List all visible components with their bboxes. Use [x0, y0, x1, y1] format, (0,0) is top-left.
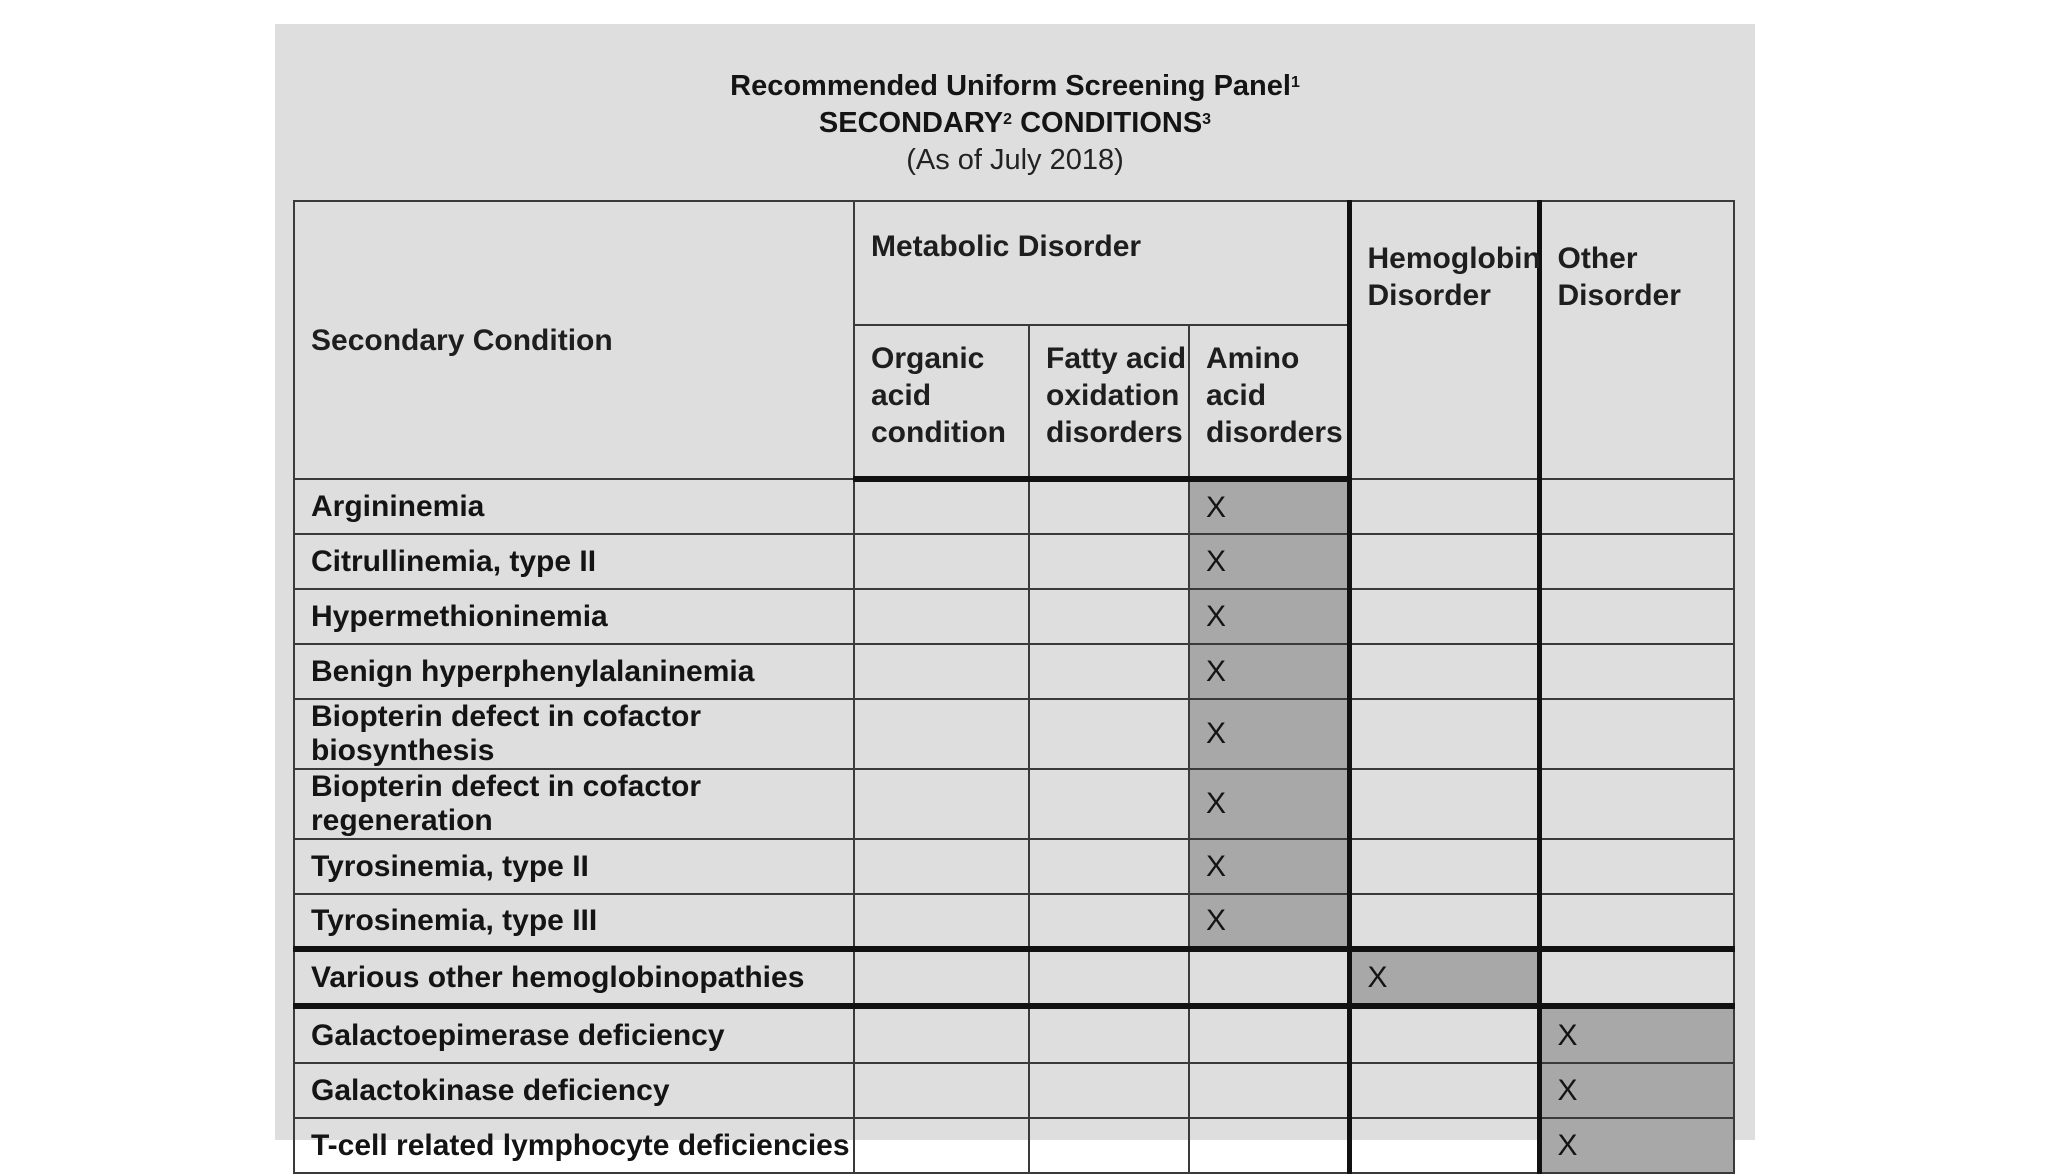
condition-name: T-cell related lymphocyte deficiencies	[294, 1118, 854, 1173]
cell-fatty	[1029, 1118, 1189, 1173]
cell-amino: X	[1189, 699, 1349, 769]
table-row	[294, 949, 1734, 1006]
cell-fatty	[1029, 699, 1189, 769]
cell-organic	[854, 534, 1029, 589]
cell-fatty	[1029, 839, 1189, 894]
title-line-2	[275, 105, 1755, 142]
header-metabolic-disorder: Metabolic Disorder	[854, 201, 1349, 325]
cell-hemo	[1349, 644, 1539, 699]
cell-amino: X	[1189, 839, 1349, 894]
cell-other	[1539, 894, 1734, 949]
cell-organic	[854, 479, 1029, 534]
cell-fatty	[1029, 589, 1189, 644]
screening-panel-document	[275, 24, 1755, 1162]
cell-hemo	[1349, 479, 1539, 534]
table-body	[294, 479, 1734, 1173]
cell-organic	[854, 644, 1029, 699]
cell-hemo	[1349, 699, 1539, 769]
cell-hemo	[1349, 589, 1539, 644]
cell-other	[1539, 949, 1734, 1006]
cell-other	[1539, 479, 1734, 534]
table-row	[294, 589, 1734, 644]
cell-other	[1539, 769, 1734, 839]
cell-amino	[1189, 1118, 1349, 1173]
cell-amino	[1189, 1006, 1349, 1063]
table-row	[294, 479, 1734, 534]
cell-fatty	[1029, 894, 1189, 949]
cell-other	[1539, 589, 1734, 644]
cell-hemo	[1349, 534, 1539, 589]
cell-organic	[854, 699, 1029, 769]
condition-name: Citrullinemia, type II	[294, 534, 854, 589]
condition-name: Various other hemoglobinopathies	[294, 949, 854, 1006]
cell-other	[1539, 699, 1734, 769]
cell-organic	[854, 1063, 1029, 1118]
cell-hemo	[1349, 894, 1539, 949]
footnote-marker: 1	[1290, 74, 1300, 91]
title-conditions-text: CONDITIONS	[1020, 107, 1203, 139]
condition-name: Galactoepimerase deficiency	[294, 1006, 854, 1063]
table-row	[294, 644, 1734, 699]
table-row	[294, 1063, 1734, 1118]
cell-organic	[854, 894, 1029, 949]
cell-other	[1539, 839, 1734, 894]
condition-name: Argininemia	[294, 479, 854, 534]
table-row	[294, 769, 1734, 839]
cell-hemo	[1349, 769, 1539, 839]
title-line-1	[275, 68, 1755, 105]
cell-other: X	[1539, 1006, 1734, 1063]
condition-name: Benign hyperphenylalaninemia	[294, 644, 854, 699]
condition-name: Biopterin defect in cofactor biosynthesis	[294, 699, 854, 769]
cell-fatty	[1029, 644, 1189, 699]
table-row	[294, 1118, 1734, 1173]
table-row	[294, 1006, 1734, 1063]
cell-other: X	[1539, 1063, 1734, 1118]
table-row	[294, 839, 1734, 894]
cell-fatty	[1029, 534, 1189, 589]
document-title-block	[275, 68, 1755, 179]
condition-name: Hypermethioninemia	[294, 589, 854, 644]
header-fatty-acid: Fatty acid oxidation disorders	[1029, 325, 1189, 479]
cell-amino: X	[1189, 589, 1349, 644]
cell-organic	[854, 589, 1029, 644]
cell-hemo	[1349, 1118, 1539, 1173]
secondary-conditions-table	[293, 200, 1735, 1174]
cell-organic	[854, 769, 1029, 839]
header-secondary-condition: Secondary Condition	[294, 201, 854, 479]
cell-amino	[1189, 949, 1349, 1006]
cell-other	[1539, 644, 1734, 699]
cell-organic	[854, 949, 1029, 1006]
footnote-marker: 3	[1202, 111, 1212, 128]
cell-fatty	[1029, 1063, 1189, 1118]
header-other-disorder: Other Disorder	[1539, 201, 1734, 479]
cell-fatty	[1029, 479, 1189, 534]
condition-name: Tyrosinemia, type II	[294, 839, 854, 894]
cell-hemo: X	[1349, 949, 1539, 1006]
cell-hemo	[1349, 839, 1539, 894]
footnote-marker: 2	[1003, 111, 1013, 128]
cell-amino: X	[1189, 644, 1349, 699]
cell-fatty	[1029, 769, 1189, 839]
title-secondary-text: SECONDARY	[818, 107, 1004, 139]
header-amino-acid: Amino acid disorders	[1189, 325, 1349, 479]
header-organic-acid: Organic acid condition	[854, 325, 1029, 479]
cell-hemo	[1349, 1006, 1539, 1063]
cell-organic	[854, 1118, 1029, 1173]
cell-amino: X	[1189, 769, 1349, 839]
cell-hemo	[1349, 1063, 1539, 1118]
table-row	[294, 894, 1734, 949]
title-date: (As of July 2018)	[906, 144, 1124, 176]
condition-name: Tyrosinemia, type III	[294, 894, 854, 949]
table-row	[294, 699, 1734, 769]
cell-amino	[1189, 1063, 1349, 1118]
condition-name: Galactokinase deficiency	[294, 1063, 854, 1118]
cell-fatty	[1029, 1006, 1189, 1063]
cell-amino: X	[1189, 534, 1349, 589]
cell-fatty	[1029, 949, 1189, 1006]
cell-organic	[854, 839, 1029, 894]
condition-name: Biopterin defect in cofactor regeneration	[294, 769, 854, 839]
header-hemoglobin-disorder: Hemoglobin Disorder	[1349, 201, 1539, 479]
table-row	[294, 534, 1734, 589]
cell-amino: X	[1189, 894, 1349, 949]
cell-other: X	[1539, 1118, 1734, 1173]
cell-other	[1539, 534, 1734, 589]
cell-organic	[854, 1006, 1029, 1063]
title-text: Recommended Uniform Screening Panel	[730, 70, 1291, 102]
cell-amino: X	[1189, 479, 1349, 534]
